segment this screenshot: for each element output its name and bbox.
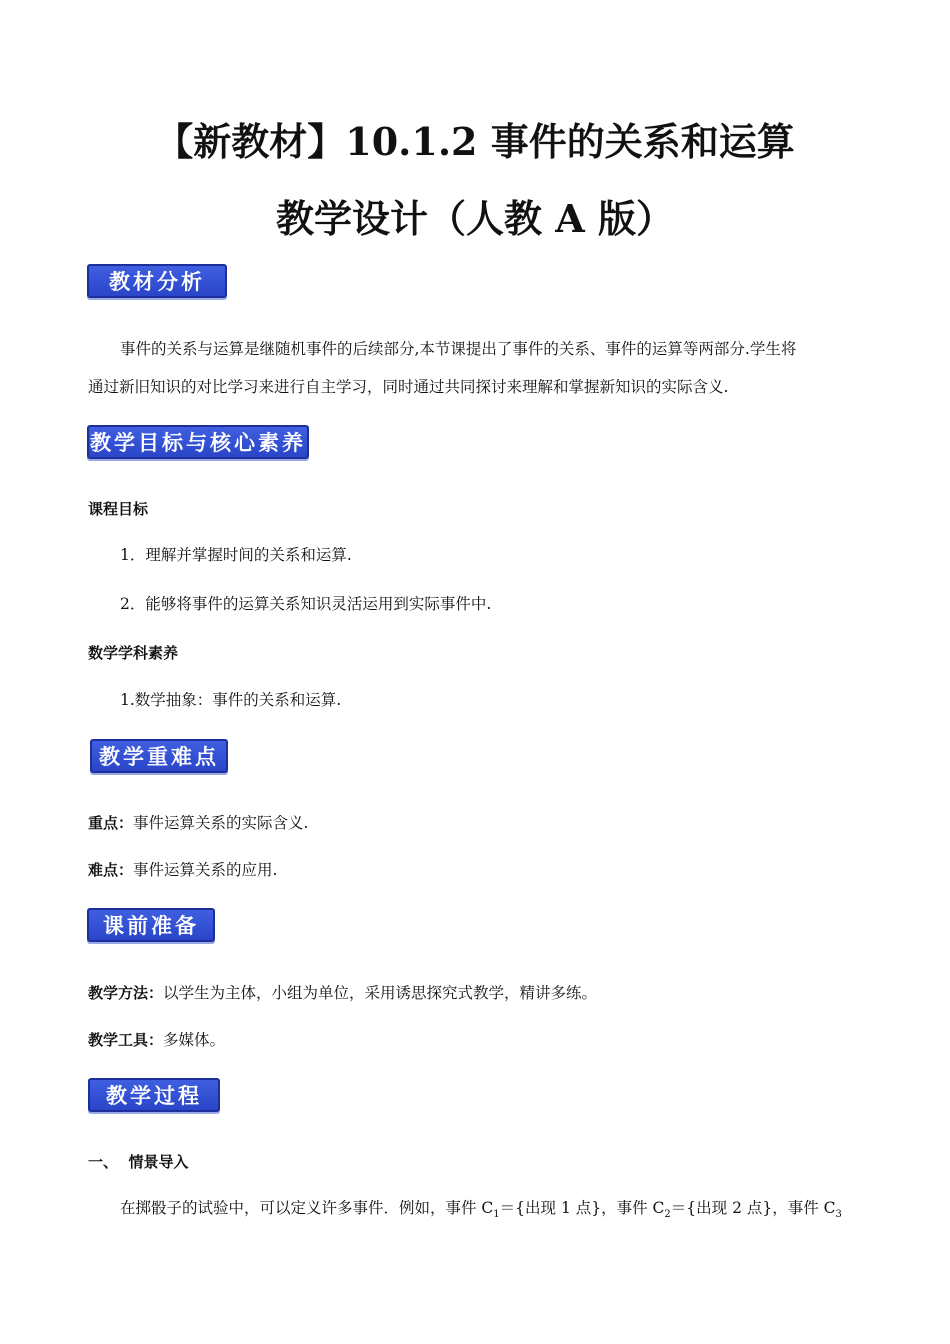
intro-paragraph — [88, 1198, 866, 1225]
section-badge-objectives: 教学目标与核心素养 — [87, 425, 309, 459]
difficult-point-label: 难点： — [88, 861, 134, 879]
key-point-label: 重点： — [88, 814, 134, 832]
intro-text-b: ＝{出现 1 点}，事件 C — [499, 1199, 665, 1217]
method-text: 以学生为主体，小组为单位，采用诱思探究式教学，精讲多练。 — [163, 984, 598, 1002]
page-title: 【新教材】10.1.2 事件的关系和运算 — [155, 119, 795, 164]
section-badge-process: 教学过程 — [88, 1078, 220, 1112]
intro-sub-2: 2 — [664, 1209, 671, 1221]
literacy-item-1: 1.数学抽象：事件的关系和运算. — [120, 691, 342, 709]
key-point-text: 事件运算关系的实际含义. — [133, 814, 309, 832]
intro-text-c: ＝{出现 2 点}，事件 C — [670, 1199, 836, 1217]
intro-sub-3: 3 — [835, 1209, 842, 1221]
method-row — [88, 983, 866, 1004]
tools-label: 教学工具： — [88, 1031, 164, 1049]
intro-text-a: 在掷骰子的试验中，可以定义许多事件．例如，事件 C — [120, 1199, 494, 1217]
section-badge-analysis: 教材分析 — [87, 264, 227, 298]
tools-text: 多媒体。 — [163, 1031, 226, 1049]
difficult-point-row — [88, 860, 866, 881]
analysis-paragraph-line1: 事件的关系与运算是继随机事件的后续部分,本节课提出了事件的关系、事件的运算等两部分.学生将 — [120, 340, 797, 358]
section-badge-preparation: 课前准备 — [87, 908, 215, 942]
analysis-paragraph-line2: 通过新旧知识的对比学习来进行自主学习，同时通过共同探讨来理解和掌握新知识的实际含义. — [88, 378, 729, 396]
section-badge-key-points: 教学重难点 — [90, 739, 228, 773]
goal-item-1: 1．理解并掌握时间的关系和运算. — [120, 546, 352, 564]
course-goals-heading: 课程目标 — [88, 500, 149, 518]
difficult-point-text: 事件运算关系的应用. — [133, 861, 278, 879]
goal-item-2: 2．能够将事件的运算关系知识灵活运用到实际事件中. — [120, 595, 492, 613]
key-point-row — [88, 813, 866, 834]
literacy-heading: 数学学科素养 — [88, 644, 179, 662]
page-subtitle: 教学设计（人教 A 版） — [276, 196, 674, 241]
step1-heading: 一、 情景导入 — [88, 1153, 189, 1171]
tools-row — [88, 1030, 866, 1051]
method-label: 教学方法： — [88, 984, 164, 1002]
intro-sub-1: 1 — [493, 1209, 500, 1221]
